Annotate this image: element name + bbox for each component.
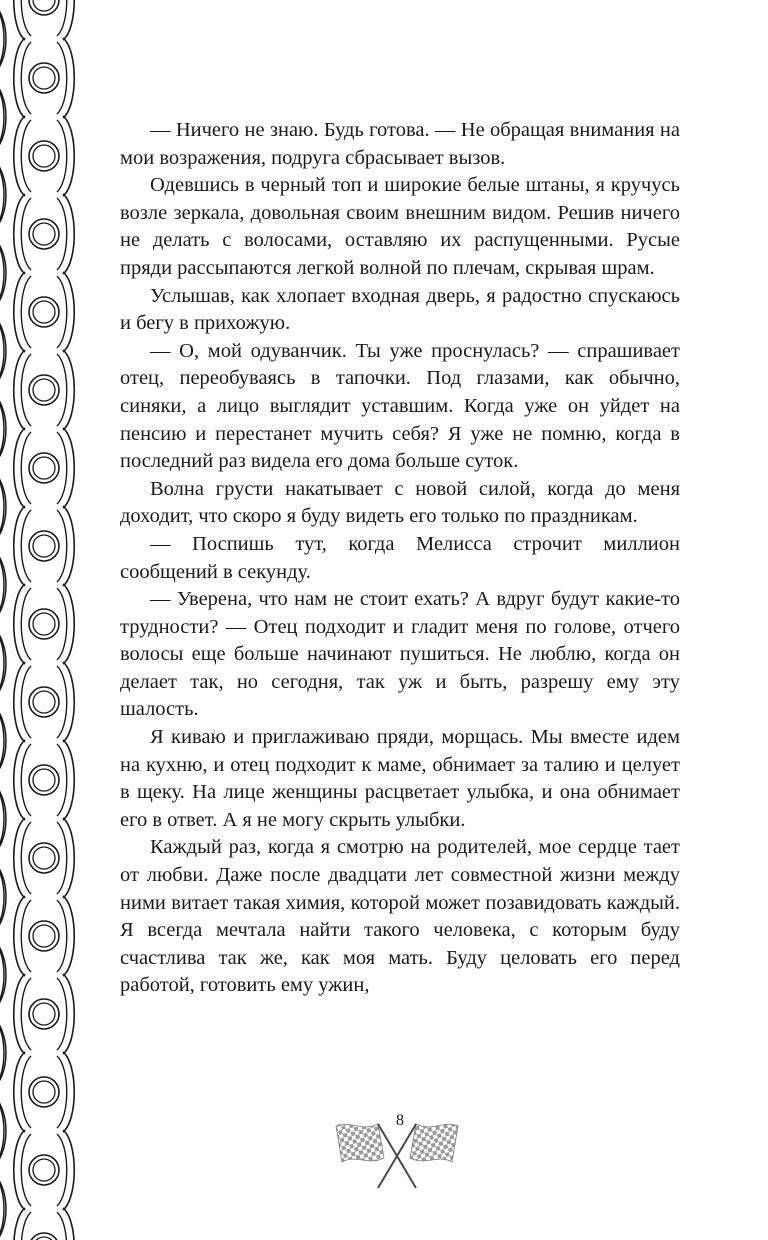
paragraph: — Уверена, что нам не стоит ехать? А вдруг будут какие-то трудности? — Отец подходит и гладит меня по голове, отчего волосы еще больше начинают пушиться. Не люблю, когда он делает так, но сегодня, так уж и быть, разрешу ему эту шалость. [120,588,680,721]
paragraph: Одевшись в черный топ и широкие белые штаны, я кручусь возле зеркала, довольная своим внешним видом. Решив ничего не делать с волосами, оставляю их распущенными. Русые пряди рассыпаются легкой волной по плечам, скрывая шрам. [120,174,680,279]
paragraph: — Поспишь тут, когда Мелисса строчит миллион сообщений в секунду. [120,532,680,583]
body-text [120,117,680,1000]
paragraph: Услышав, как хлопает входная дверь, я радостно спускаюсь и бегу в прихожую. [120,284,680,335]
paragraph: Я киваю и приглаживаю пряди, морщась. Мы вместе идем на кухню, и отец подходит к маме, обнимает за талию и целует в щеку. На лице женщины расцветает улыбка, и она обнимает его в ответ. А я не могу скрыть улыбки. [120,726,680,831]
chain-half-links [0,0,6,1240]
chain-links [14,0,75,1240]
page-number: 8 [396,1112,404,1129]
paragraph: Каждый раз, когда я смотрю на родителей, мое сердце тает от любви. Даже после двадцати лет совместной жизни между ними витает такая химия, которой может позавидовать каждый. Я всегда мечтала найти такого человека, с которым буду счастлива так же, как моя мать. Буду целовать его перед работой, готовить ему ужин, [120,836,680,997]
chain-border [0,0,86,1240]
paragraph: — Ничего не знаю. Будь готова. — Не обращая внимания на мои возражения, подруга сбрасывает вызов. [120,119,680,169]
page-footer [330,1112,470,1212]
paragraph: — О, мой одуванчик. Ты уже проснулась? — спрашивает отец, переобуваясь в тапочки. Под глазами, как обычно, синяки, а лицо выглядит уставшим. Когда уже он уйдет на пенсию и перестанет мучить себя? Я уже не помню, когда в последний раз видела его дома больше суток. [120,339,680,473]
paragraph: Волна грусти накатывает с новой силой, когда до меня доходит, что скоро я буду видеть его только по праздникам. [120,477,680,528]
